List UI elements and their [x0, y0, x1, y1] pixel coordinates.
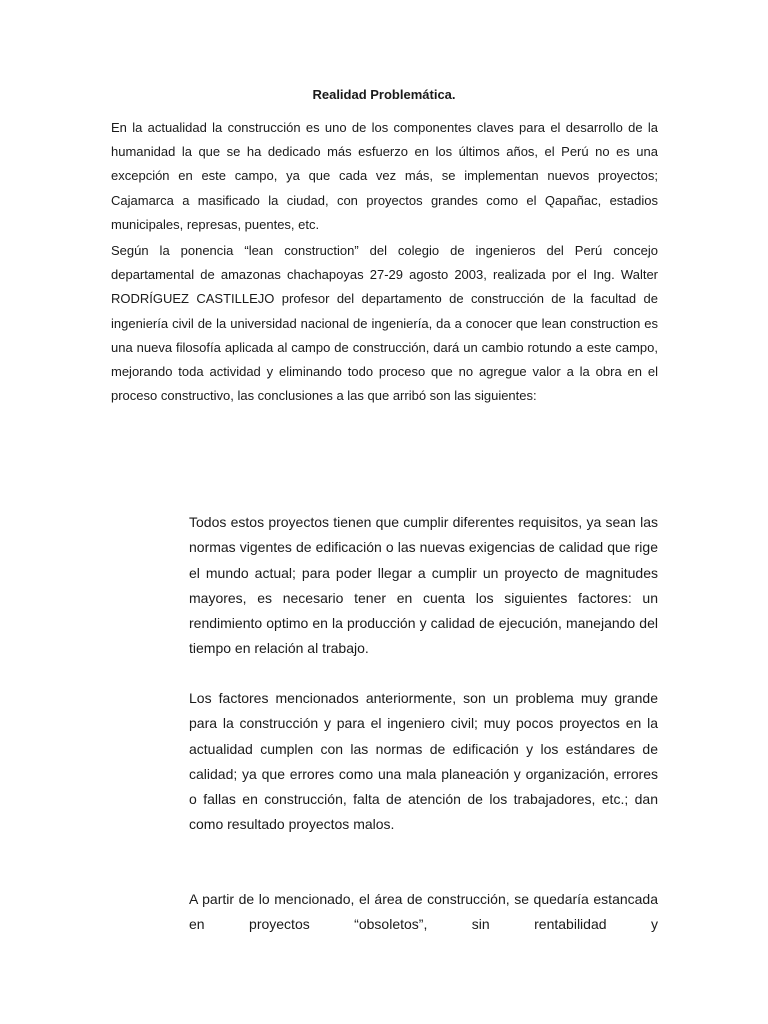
document-title: Realidad Problemática.: [312, 87, 456, 102]
indented-paragraph: Todos estos proyectos tienen que cumplir diferentes requisitos, ya sean las normas vigentes de edificación o las nuevas exigencias de calidad que rige el mundo actual; para poder llegar a cumplir un proyecto de magnitudes mayores, es necesario tener en cuenta los siguientes factores: un rendimiento optimo en la producción y calidad de ejecución, manejando del tiempo en relación al trabajo.: [189, 514, 658, 657]
body-paragraph: Según la ponencia “lean construction” del colegio de ingenieros del Perú concejo departamental de amazonas chachapoyas 27-29 agosto 2003, realizada por el Ing. Walter RODRÍGUEZ CASTILLEJO profesor del departamento de construcción de la facultad de ingeniería civil de la universidad nacional de ingeniería, da a conocer que lean construction es una nueva filosofía aplicada al campo de construcción, dará un cambio rotundo a este campo, mejorando toda actividad y eliminando todo proceso que no agregue valor a la obra en el proceso constructivo, las conclusiones a las que arribó son las siguientes:: [111, 243, 658, 404]
indented-paragraph: A partir de lo mencionado, el área de construcción, se quedaría estancada en proyectos “obsoletos”, sin rentabilidad y: [189, 891, 658, 933]
indented-paragraph: Los factores mencionados anteriormente, son un problema muy grande para la construcción y para el ingeniero civil; muy pocos proyectos en la actualidad cumplen con las normas de edificación y los estándares de calidad; ya que errores como una mala planeación y organización, errores o fallas en construcción, falta de atención de los trabajadores, etc.; dan como resultado proyectos malos.: [189, 690, 658, 833]
body-paragraph: En la actualidad la construcción es uno de los componentes claves para el desarrollo de la humanidad la que se ha dedicado más esfuerzo en los últimos años, el Perú no es una excepción en este campo, ya que cada vez más, se implementan nuevos proyectos; Cajamarca a masificado la ciudad, con proyectos grandes como el Qapañac, estadios municipales, represas, puentes, etc.: [111, 120, 658, 232]
